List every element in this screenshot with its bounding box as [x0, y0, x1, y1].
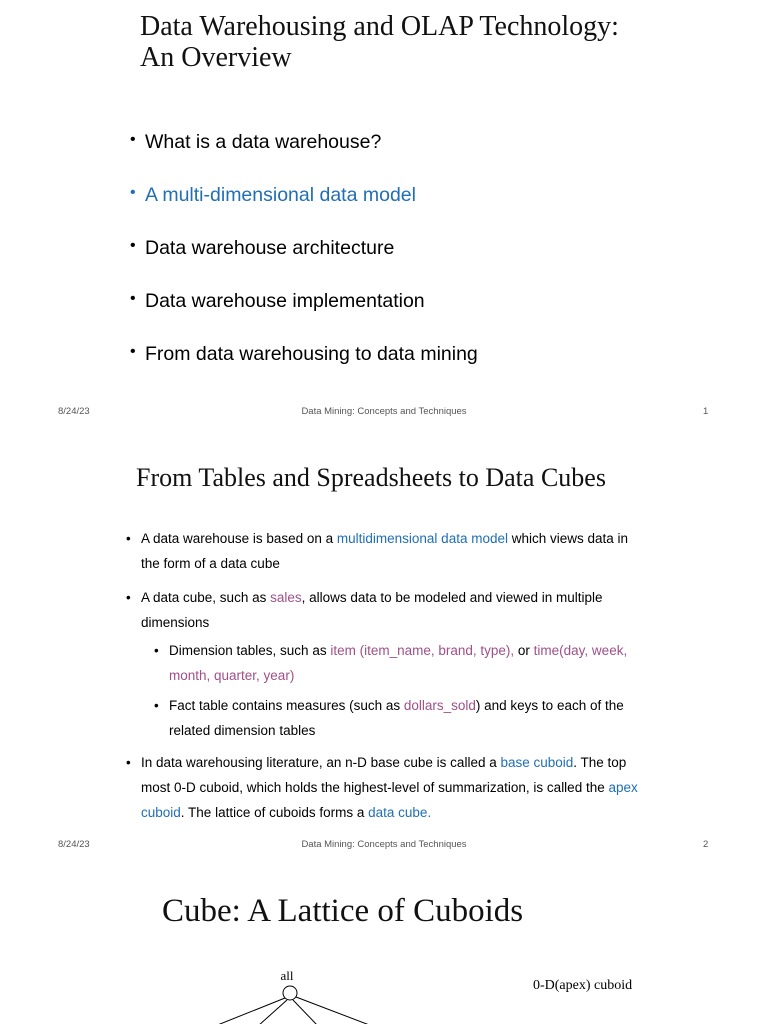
text: A data warehouse is based on a: [141, 531, 337, 546]
slide-1-title: [140, 11, 619, 73]
text: ) and keys to each of the related dimension tables: [169, 698, 624, 738]
slide-2-footer-title: Data Mining: Concepts and Techniques: [301, 839, 467, 850]
text: . The top most 0-D cuboid, which holds the highest-level of summarization, is called the: [141, 755, 627, 795]
bullet-dot: •: [130, 343, 136, 360]
text: , allows data to be modeled and viewed in multiple dimensions: [141, 590, 603, 630]
lattice-edge: [296, 997, 372, 1024]
slide-2-bullet: [126, 750, 641, 825]
cuboid-lattice-diagram: [0, 863, 768, 1024]
bullet-dot: •: [130, 131, 136, 148]
text: Fact table contains measures (such as: [169, 698, 404, 713]
slide-2-footer-date: 8/24/23: [58, 839, 90, 850]
highlight-term: data cube.: [368, 805, 432, 820]
apex-cuboid-caption: 0-D(apex) cuboid: [533, 978, 633, 993]
bullet-dot: •: [154, 643, 159, 658]
text: . The lattice of cuboids forms a: [180, 805, 369, 820]
bullet-text: A multi-dimensional data model: [145, 184, 416, 206]
text: or: [514, 643, 534, 658]
text: Dimension tables, such as: [169, 643, 331, 658]
bullet-text: Data warehouse architecture: [145, 237, 395, 259]
apex-node-label: all: [280, 968, 294, 983]
slide-1-title-line-2: An Overview: [140, 42, 292, 73]
bullet-dot: •: [130, 184, 136, 201]
slide-2-sub-bullet: [154, 693, 639, 743]
slide-1-footer-title: Data Mining: Concepts and Techniques: [301, 406, 467, 417]
text: A data cube, such as: [141, 590, 271, 605]
highlight-term: item (item_name, brand, type),: [330, 643, 515, 658]
text: In data warehousing literature, an n-D base cube is called a: [141, 755, 501, 770]
slide-2-bullet: [126, 526, 641, 576]
highlight-term: apex cuboid: [141, 780, 638, 820]
slide-1-footer-date: 8/24/23: [58, 406, 90, 417]
highlight-term: time(day, week, month, quarter, year): [169, 643, 628, 683]
highlight-term: base cuboid: [500, 755, 574, 770]
bullet-dot: •: [126, 531, 131, 546]
bullet-dot: •: [130, 237, 136, 254]
text: which views data in the form of a data cube: [141, 531, 629, 571]
slide-1: [0, 0, 768, 430]
slide-3: [0, 863, 768, 1024]
bullet-dot: •: [126, 755, 131, 770]
highlight-term: sales: [270, 590, 302, 605]
bullet-dot: •: [154, 698, 159, 713]
lattice-edge: [258, 1000, 287, 1024]
slide-2-page-number: 2: [703, 839, 709, 850]
highlight-term: dollars_sold: [403, 698, 476, 713]
slide-2-title: From Tables and Spreadsheets to Data Cubes: [136, 463, 606, 492]
slide-2: [0, 430, 768, 863]
apex-node: [283, 986, 297, 1000]
highlight-term: multidimensional data model: [336, 531, 508, 546]
bullet-dot: •: [130, 290, 136, 307]
slide-2-bullet: [126, 585, 641, 635]
slide-1-title-line-1: Data Warehousing and OLAP Technology:: [140, 11, 619, 42]
slide-3-title: Cube: A Lattice of Cuboids: [162, 893, 524, 929]
bullet-text: What is a data warehouse?: [145, 131, 382, 153]
bullet-dot: •: [126, 590, 131, 605]
bullet-text: Data warehouse implementation: [145, 290, 425, 312]
slide-2-sub-bullet: [154, 638, 639, 688]
bullet-text: From data warehousing to data mining: [145, 343, 478, 365]
slide-1-page-number: 1: [703, 406, 709, 417]
